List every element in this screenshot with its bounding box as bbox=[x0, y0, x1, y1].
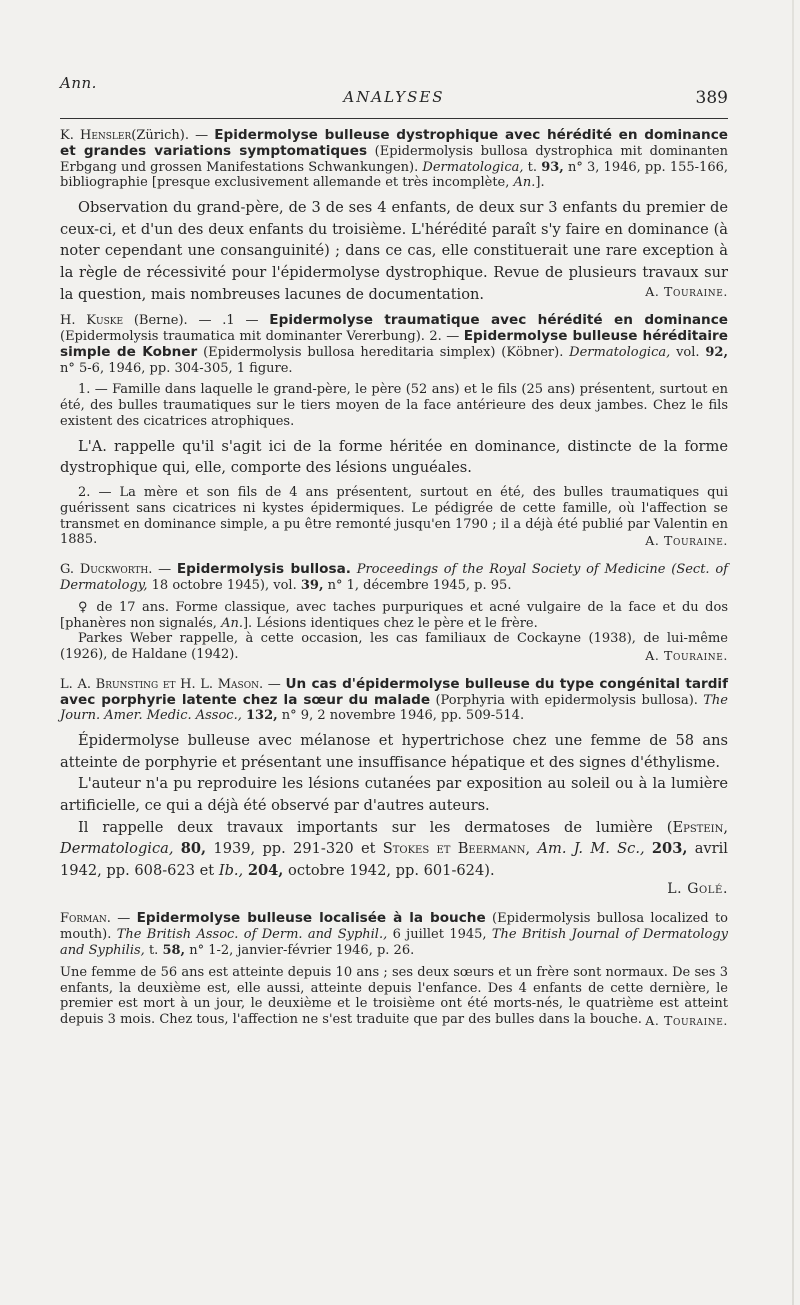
journal-name: Dermatologica, bbox=[422, 159, 524, 175]
ref-text: avril 1942, pp. 608-623 et bbox=[60, 840, 728, 879]
citation-text: n° 1-2, janvier-février 1946, p. 26. bbox=[185, 943, 415, 959]
article-1-citation bbox=[60, 128, 728, 191]
article-5-summary: Une femme de 56 ans est atteinte depuis 10 ans ; ses deux sœurs et un frère sont normaux. De ses 3 enfants, la deuxième est, elle aussi, atteinte depuis l'enfance. Des 4 enfants de cette dernière, le premier est mort à un jour, le deuxième et le troisième ont été morts-nés, le quatrième est atteint depuis 3 mois. Chez tous, l'affection ne s'est traduite que par des bulles dans la bouche. bbox=[60, 964, 728, 1028]
ref-volume: 204, bbox=[247, 861, 284, 879]
ref-volume: 80, bbox=[180, 840, 207, 858]
article-1-signature: A. Touraine. bbox=[645, 284, 728, 300]
article-3-comment: Parkes Weber rappelle, à cette occasion, les cas familiaux de Cockayne (1938), de lui-même (1926), de Haldane (1942). bbox=[60, 631, 728, 663]
author: Forman bbox=[60, 911, 107, 927]
author: G. Duckworth bbox=[60, 562, 149, 578]
volume: 92, bbox=[705, 344, 728, 360]
margin-note: Ann. bbox=[60, 74, 97, 92]
article-5-citation bbox=[60, 911, 728, 958]
journal-name: Proceedings of the Royal Society of Medicine (Sect. of Dermatology, bbox=[60, 562, 728, 593]
citation-text: (Epidermolysis bullosa dystrophica mit dominanten Erbgang und grossen Manifestations Schwankungen). bbox=[60, 143, 728, 175]
journal-name: Dermatologica, bbox=[569, 344, 671, 360]
citation-text: 6 juillet 1945, bbox=[387, 927, 492, 943]
citation-text: vol. bbox=[670, 344, 706, 360]
affiliation: . — bbox=[148, 562, 177, 578]
article-4-signature: L. Golé. bbox=[667, 881, 728, 898]
article-4-summary: Épidermolyse bulleuse avec mélanose et hypertrichose chez une femme de 58 ans atteinte de porphyrie et présentant une insuffisance hépatique et des signes d'éthylisme. bbox=[60, 732, 728, 771]
article-1-summary: Observation du grand-père, de 3 de ses 4 enfants, de deux sur 3 enfants du premier de ceux-ci, et d'un des deux enfants du troisième. L'hérédité paraît s'y faire en dominance (à noter cependant une consanguinité) ; dans ce cas, elle constituerait une rare exception à la règle de récessivité pour l'épidermolyse dystrophique. Revue de plusieurs travaux sur la question, mais nombreuses lacunes de documentation. bbox=[60, 199, 728, 303]
citation-text: (Porphyria with epidermolysis bullosa). bbox=[430, 692, 704, 708]
ref-text: octobre 1942, pp. 601-624). bbox=[283, 861, 495, 879]
article-3-summary bbox=[60, 600, 728, 632]
ref-text bbox=[645, 840, 652, 857]
author: K. Hensler bbox=[60, 128, 132, 143]
affiliation: (Zürich). — bbox=[131, 128, 215, 143]
article-3-citation bbox=[60, 562, 728, 594]
citation-text: n° 1, décembre 1945, p. 95. bbox=[323, 577, 512, 593]
ref-journal: Dermatologica, bbox=[60, 840, 174, 858]
citation-text: 18 octobre 1945), vol. bbox=[147, 577, 301, 593]
article-title: Epidermolyse bulleuse héréditaire simple de Kobner bbox=[60, 327, 728, 360]
volume: 39, bbox=[300, 577, 324, 593]
article-4-references bbox=[60, 817, 728, 882]
page-edge bbox=[792, 0, 794, 1305]
article-title: Epidermolyse bulleuse localisée à la bouche bbox=[136, 910, 486, 927]
citation-text: ]. bbox=[535, 175, 545, 191]
summary-text: ♀ de 17 ans. Forme classique, avec taches purpuriques et acné vulgaire de la face et du dos [phanères non signalés, bbox=[60, 599, 728, 631]
article-title: Epidermolysis bullosa. bbox=[176, 561, 351, 578]
affiliation: . — bbox=[258, 676, 286, 692]
volume: 58, bbox=[162, 943, 186, 959]
affiliation: . — bbox=[106, 911, 137, 927]
running-title: ANALYSES bbox=[343, 88, 445, 106]
annotator-abbrev: An. bbox=[221, 615, 243, 631]
citation-text: n° 5-6, 1946, pp. 304-305, 1 figure. bbox=[60, 360, 293, 376]
volume: 93, bbox=[541, 159, 564, 175]
journal-name: The British Journal of Dermatology and Syphilis, bbox=[60, 927, 729, 959]
citation-text: n° 3, 1946, pp. 155-166, bibliographie [presque exclusivement allemande et très incomplète, bbox=[60, 159, 728, 191]
ref-text bbox=[173, 840, 180, 857]
citation-text: n° 9, 2 novembre 1946, pp. 509-514. bbox=[277, 708, 525, 724]
citation-text: (Epidermolysis bullosa localized to mouth). bbox=[60, 911, 728, 943]
article-2-case-1: 1. — Famille dans laquelle le grand-père, le père (52 ans) et le fils (25 ans) présentent, surtout en été, des bulles traumatiques sur le tiers moyen de la face antérieure des deux jambes. Chez le fils existent des cicatrices atrophiques. bbox=[60, 382, 728, 429]
article-column bbox=[60, 128, 728, 1028]
author: L. A. Brunsting et H. L. Mason bbox=[60, 676, 259, 692]
citation-text: t. bbox=[523, 159, 542, 175]
ref-journal: Ib., bbox=[218, 861, 244, 879]
journal-name: The British Assoc. of Derm. and Syphil., bbox=[116, 927, 388, 943]
affiliation: (Berne). — .1 — bbox=[123, 313, 270, 329]
summary-text: ]. Lésions identiques chez le père et le frère. bbox=[242, 615, 538, 631]
article-title: Epidermolyse bulleuse dystrophique avec hérédité en dominance et grandes variations symptomatiques bbox=[60, 127, 728, 159]
page-header bbox=[60, 88, 728, 114]
citation-text: (Epidermolysis bullosa hereditaria simplex) (Köbner). bbox=[197, 344, 570, 360]
author: H. Kuske bbox=[60, 313, 124, 329]
citation-text: (Epidermolysis traumatica mit dominanter Vererbung). 2. — bbox=[60, 328, 464, 344]
article-2-signature: A. Touraine. bbox=[645, 533, 728, 549]
page-number: 389 bbox=[695, 88, 728, 108]
article-4-citation bbox=[60, 677, 728, 724]
ref-author: Stokes et Beermann bbox=[382, 840, 526, 858]
ref-text: Il rappelle deux travaux importants sur les dermatoses de lumière ( bbox=[78, 818, 673, 836]
annotator-abbrev: An. bbox=[513, 175, 536, 191]
article-title: Epidermolyse traumatique avec hérédité en dominance bbox=[269, 312, 729, 329]
article-title: Un cas d'épidermolyse bulleuse du type congénital tardif avec porphyrie latente chez la sœur du malade bbox=[60, 675, 728, 708]
article-2-comment: L'A. rappelle qu'il s'agit ici de la forme héritée en dominance, distincte de la forme dystrophique qui, elle, comporte des lésions unguéales. bbox=[60, 437, 728, 477]
ref-volume: 203, bbox=[651, 840, 688, 858]
ref-text: , bbox=[525, 840, 538, 858]
ref-text: , bbox=[723, 818, 728, 836]
article-2-case-2: 2. — La mère et son fils de 4 ans présentent, surtout en été, des bulles traumatiques qui guérissent sans cicatrices ni kystes épidermiques. Le pédigrée de cette famille, où l'affection se transmet en dominance simple, a pu être remonté jusqu'en 1790 ; il a déjà été publié par Valentin en 1885. bbox=[60, 484, 728, 548]
ref-text: 1939, pp. 291-320 et bbox=[206, 840, 383, 858]
volume: 132, bbox=[246, 708, 278, 724]
article-4-observation: L'auteur n'a pu reproduire les lésions cutanées par exposition au soleil ou à la lumière artificielle, ce qui a déjà été observé par d'autres auteurs. bbox=[60, 775, 728, 815]
ref-author: Epstein bbox=[672, 818, 724, 836]
citation-text: t. bbox=[144, 943, 163, 959]
article-2-citation bbox=[60, 313, 728, 376]
ref-journal: Am. J. M. Sc., bbox=[537, 840, 645, 858]
journal-name: The Journ. Amer. Medic. Assoc., bbox=[60, 692, 728, 724]
article-5-signature: A. Touraine. bbox=[645, 1013, 728, 1029]
article-3-signature: A. Touraine. bbox=[645, 647, 728, 663]
header-rule bbox=[60, 118, 728, 119]
